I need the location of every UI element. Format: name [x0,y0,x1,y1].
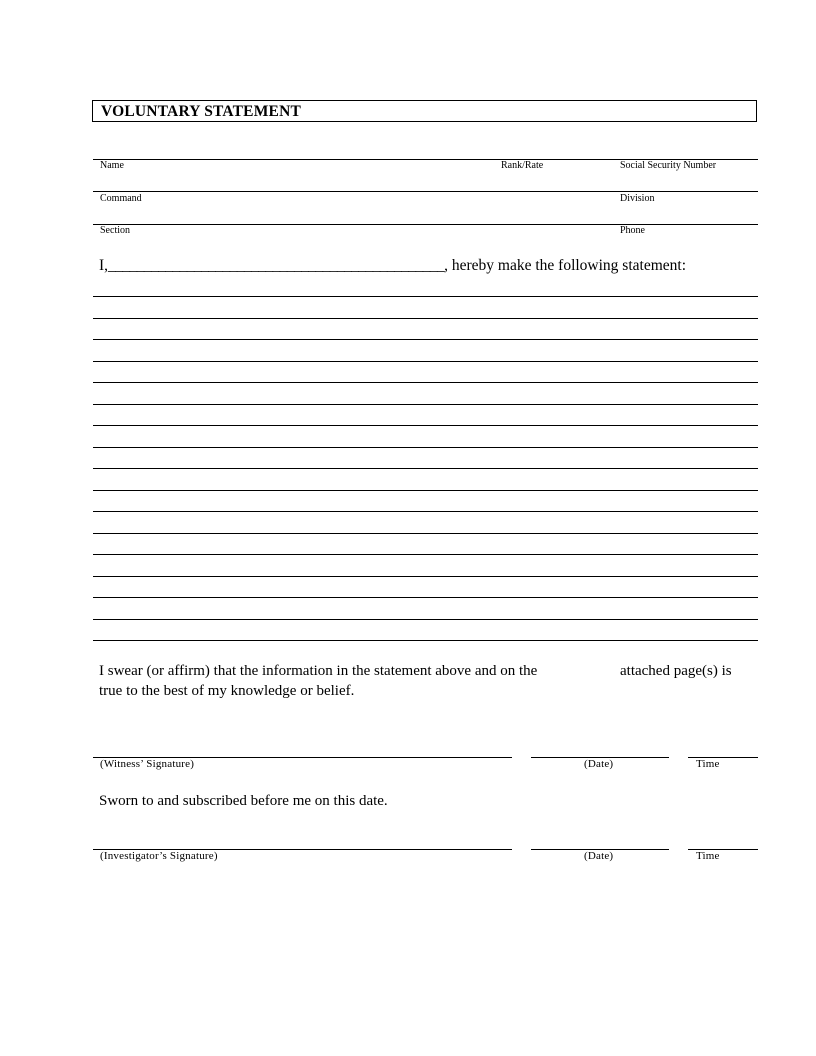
statement-line[interactable] [93,576,758,577]
field-label-name: Name [100,160,124,171]
intro-name-blank[interactable]: _______________________________________________ [108,257,445,274]
field-label-command: Command [100,193,142,204]
statement-line[interactable] [93,339,758,340]
statement-line[interactable] [93,404,758,405]
intro-suffix: , hereby make the following statement: [444,257,687,274]
witness-time-label: Time [696,758,720,770]
field-label-division: Division [620,193,655,204]
statement-line[interactable] [93,640,758,641]
statement-line[interactable] [93,490,758,491]
statement-line[interactable] [93,533,758,534]
field-line-section-row[interactable] [93,224,758,225]
statement-line[interactable] [93,619,758,620]
investigator-signature-label: (Investigator’s Signature) [100,850,218,862]
witness-signature-label: (Witness’ Signature) [100,758,195,770]
statement-line[interactable] [93,468,758,469]
field-label-rank-rate: Rank/Rate [501,160,544,171]
field-label-ssn: Social Security Number [620,160,717,171]
oath-text-line1: I swear (or affirm) that the information in the statement above and on the [99,663,538,679]
statement-line[interactable] [93,318,758,319]
witness-date-label: (Date) [584,758,614,770]
oath-text-line2: true to the best of my knowledge or belief. [99,683,355,699]
statement-line[interactable] [93,554,758,555]
statement-line[interactable] [93,425,758,426]
statement-line[interactable] [93,361,758,362]
statement-line[interactable] [93,511,758,512]
field-label-section: Section [100,225,130,236]
form-title-box [92,100,757,122]
oath-text-attached: attached page(s) is [620,663,732,679]
investigator-date-label: (Date) [584,850,614,862]
statement-line[interactable] [93,382,758,383]
intro-prefix: I, [99,257,109,274]
form-title: VOLUNTARY STATEMENT [101,103,302,120]
field-line-command-row[interactable] [93,191,758,192]
field-label-phone: Phone [620,225,645,236]
statement-line[interactable] [93,447,758,448]
statement-line[interactable] [93,296,758,297]
investigator-time-label: Time [696,850,720,862]
sworn-text: Sworn to and subscribed before me on this date. [99,793,388,809]
intro-statement [99,257,686,275]
statement-line[interactable] [93,597,758,598]
